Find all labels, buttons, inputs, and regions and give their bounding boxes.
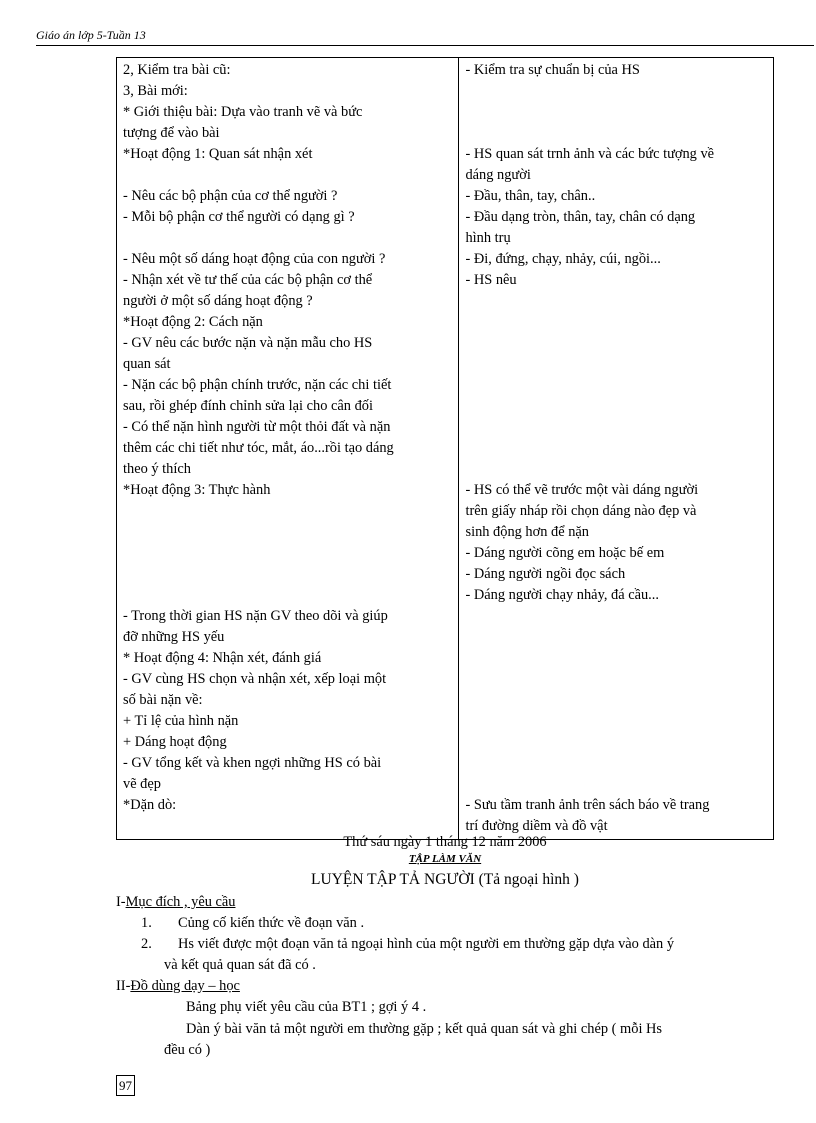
table-cell-line: - HS quan sát trnh ảnh và các bức tượng về bbox=[465, 146, 715, 162]
section-label: Mục đích , yêu cầu bbox=[125, 894, 236, 910]
table-cell-line: - GV cùng HS chọn và nhận xét, xếp loại một bbox=[123, 671, 387, 687]
table-cell-line: *Hoạt động 1: Quan sát nhận xét bbox=[123, 146, 313, 162]
table-cell-line: - Nêu một số dáng hoạt động của con người ? bbox=[123, 251, 386, 267]
table-cell-line: *Hoạt động 3: Thực hành bbox=[123, 482, 271, 498]
table-cell-line bbox=[465, 459, 767, 480]
table-cell-line: * Hoạt động 4: Nhận xét, đánh giá bbox=[123, 650, 322, 666]
table-cell-line: trên giấy nháp rồi chọn dáng nào đẹp và bbox=[465, 503, 697, 519]
table-cell-line bbox=[465, 627, 767, 648]
table-cell-line bbox=[123, 543, 452, 564]
list-item: Củng cố kiến thức về đoạn văn . bbox=[178, 915, 365, 931]
table-cell-line: số bài nặn về: bbox=[123, 692, 203, 708]
table-cell-line: - Nặn các bộ phận chính trước, nặn các chi tiết bbox=[123, 377, 392, 393]
table-cell-line bbox=[123, 585, 452, 606]
date-line: Thứ sáu ngày 1 tháng 12 năm 2006 bbox=[343, 834, 547, 850]
table-cell-line: *Dặn dò: bbox=[123, 797, 177, 813]
table-cell-line bbox=[465, 354, 767, 375]
list-item-number: 2. bbox=[141, 936, 152, 952]
page-number: 97 bbox=[116, 1075, 135, 1096]
table-cell-line: 2, Kiểm tra bài cũ: bbox=[123, 62, 231, 78]
table-cell-line: - GV tổng kết và khen ngợi những HS có bài bbox=[123, 755, 382, 771]
table-cell-line: - Đi, đứng, chạy, nhảy, cúi, ngồi... bbox=[465, 251, 661, 267]
list-item: Hs viết được một đoạn văn tả ngoại hình của một người em thường gặp dựa vào dàn ý bbox=[178, 936, 675, 952]
table-cell-line bbox=[465, 81, 767, 102]
table-cell-line bbox=[465, 753, 767, 774]
table-cell-line: người ở một số dáng hoạt động ? bbox=[123, 293, 313, 309]
table-cell-line bbox=[465, 291, 767, 312]
lesson-table bbox=[116, 57, 774, 840]
table-cell-line: *Hoạt động 2: Cách nặn bbox=[123, 314, 263, 330]
subject-heading: TẬP LÀM VĂN bbox=[408, 853, 482, 865]
table-cell-line bbox=[465, 375, 767, 396]
table-row bbox=[117, 58, 774, 840]
table-cell-line bbox=[465, 606, 767, 627]
table-cell-line: vẽ đẹp bbox=[123, 776, 161, 792]
table-cell-line: theo ý thích bbox=[123, 461, 191, 477]
student-activities-column bbox=[459, 58, 774, 840]
table-cell-line: - Trong thời gian HS nặn GV theo dõi và giúp bbox=[123, 608, 388, 624]
table-cell-line: thêm các chi tiết như tóc, mắt, áo...rồi tạo dáng bbox=[123, 440, 394, 456]
table-cell-line: - HS có thể vẽ trước một vài dáng người bbox=[465, 482, 699, 498]
teacher-activities-column bbox=[117, 58, 459, 840]
section-prefix: II- bbox=[116, 978, 131, 994]
table-cell-line: hình trụ bbox=[465, 230, 511, 246]
table-cell-line: 3, Bài mới: bbox=[123, 83, 188, 99]
table-cell-line: - Dáng người ngồi đọc sách bbox=[465, 566, 626, 582]
table-cell-line: dáng người bbox=[465, 167, 531, 183]
table-cell-line: + Dáng hoạt động bbox=[123, 734, 227, 750]
table-cell-line bbox=[465, 732, 767, 753]
section-purpose bbox=[116, 893, 235, 911]
table-cell-line: đỡ những HS yếu bbox=[123, 629, 225, 645]
table-cell-line bbox=[123, 564, 452, 585]
table-cell-line: quan sát bbox=[123, 356, 171, 372]
lesson-title: LUYỆN TẬP TẢ NGƯỜI (Tả ngoại hình ) bbox=[311, 871, 579, 888]
table-cell-line bbox=[465, 396, 767, 417]
table-cell-line: - GV nêu các bước nặn và nặn mẫu cho HS bbox=[123, 335, 373, 351]
table-cell-line: - Nhận xét về tư thế của các bộ phận cơ thể bbox=[123, 272, 373, 288]
list-item-continuation: và kết quả quan sát đã có . bbox=[164, 957, 316, 973]
table-cell-line: + Tỉ lệ của hình nặn bbox=[123, 713, 239, 729]
table-cell-line bbox=[465, 774, 767, 795]
page-header: Giáo án lớp 5-Tuần 13 bbox=[36, 28, 814, 46]
table-cell-line: tượng để vào bài bbox=[123, 125, 220, 141]
material-line: Bảng phụ viết yêu cầu của BT1 ; gợi ý 4 . bbox=[186, 999, 427, 1015]
table-cell-line: sau, rồi ghép đính chỉnh sửa lại cho cân đối bbox=[123, 398, 373, 414]
table-cell-line: sinh động hơn để nặn bbox=[465, 524, 589, 540]
table-cell-line bbox=[465, 669, 767, 690]
table-cell-line: - Kiểm tra sự chuẩn bị của HS bbox=[465, 62, 640, 78]
table-cell-line: - Nêu các bộ phận của cơ thể người ? bbox=[123, 188, 338, 204]
table-cell-line bbox=[465, 333, 767, 354]
table-cell-line bbox=[123, 501, 452, 522]
table-cell-line bbox=[123, 165, 452, 186]
table-cell-line: - Đầu dạng tròn, thân, tay, chân có dạng bbox=[465, 209, 696, 225]
table-cell-line bbox=[123, 522, 452, 543]
table-cell-line bbox=[465, 123, 767, 144]
table-cell-line: - Đầu, thân, tay, chân.. bbox=[465, 188, 596, 204]
table-cell-line bbox=[465, 690, 767, 711]
table-cell-line: - Mỗi bộ phận cơ thể người có dạng gì ? bbox=[123, 209, 355, 225]
table-cell-line bbox=[465, 417, 767, 438]
table-cell-line bbox=[465, 711, 767, 732]
table-cell-line: - Sưu tầm tranh ảnh trên sách báo về trang bbox=[465, 797, 710, 813]
table-cell-line bbox=[465, 438, 767, 459]
table-cell-line: trí đường diềm và đồ vật bbox=[465, 818, 608, 834]
table-cell-line bbox=[465, 312, 767, 333]
material-line: Dàn ý bài văn tả một người em thường gặp ; kết quả quan sát và ghi chép ( mỗi Hs bbox=[186, 1021, 663, 1037]
table-cell-line bbox=[123, 228, 452, 249]
section-label: Đồ dùng dạy – học bbox=[130, 978, 240, 994]
table-cell-line: - Dáng người cõng em hoặc bế em bbox=[465, 545, 665, 561]
table-cell-line: - HS nêu bbox=[465, 272, 517, 288]
table-cell-line bbox=[465, 102, 767, 123]
table-cell-line: - Có thể nặn hình người từ một thỏi đất và nặn bbox=[123, 419, 391, 435]
table-cell-line: - Dáng người chạy nhảy, đá cầu... bbox=[465, 587, 659, 603]
list-item-number: 1. bbox=[141, 915, 152, 931]
table-cell-line: * Giới thiệu bài: Dựa vào tranh vẽ và bức bbox=[123, 104, 363, 120]
table-cell-line bbox=[465, 648, 767, 669]
section-materials bbox=[116, 977, 240, 995]
material-line: đều có ) bbox=[164, 1042, 211, 1058]
section-prefix: I- bbox=[116, 894, 126, 910]
